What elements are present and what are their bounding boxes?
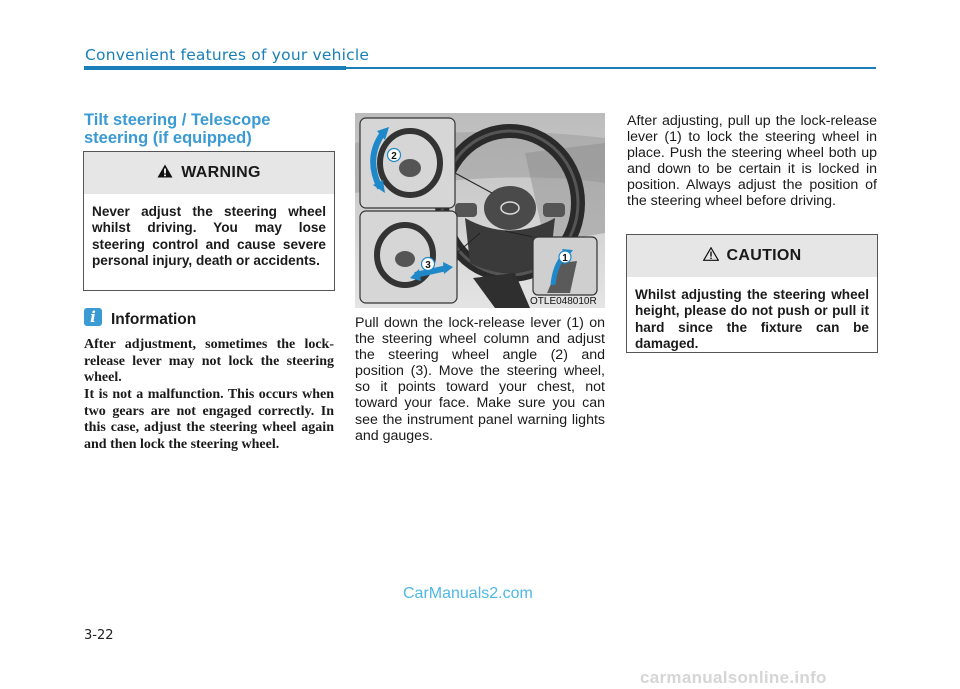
- callout-3: 3: [425, 260, 431, 271]
- warning-box: [83, 151, 335, 291]
- caution-label: CAUTION: [726, 247, 802, 264]
- page-number: 3-22: [84, 628, 114, 643]
- info-icon: i: [84, 308, 102, 326]
- header-rule: [84, 66, 346, 70]
- info-paragraph: It is not a malfunction. This occurs when two gears are not engaged correctly. In this case, adjust the steering wheel again and then lock the steering wheel.: [84, 387, 334, 453]
- body-paragraph-lock: After adjusting, pull up the lock-release lever (1) to lock the steering wheel in place. Push the steering wheel both up and down to be certain it is locked in position. Always adjust the position of the steering wheel before driving.: [627, 113, 877, 210]
- warning-text: Never adjust the steering wheel whilst driving. You may lose steering control and cause severe personal injury, death or accidents.: [92, 204, 326, 269]
- section-header: Convenient features of your vehicle: [85, 46, 370, 64]
- figure-caption: OTLE048010R: [530, 296, 597, 307]
- caution-text: Whilst adjusting the steering wheel height, please do not push or pull it hard since the fixture can be damaged.: [635, 287, 869, 352]
- info-paragraph: After adjustment, sometimes the lock-release lever may not lock the steering wheel.: [84, 337, 334, 386]
- callout-2: 2: [391, 151, 397, 162]
- caution-header: [627, 235, 877, 277]
- watermark-bottom: carmanualsonline.info: [640, 668, 827, 687]
- caution-box: [626, 234, 878, 353]
- info-title: Information: [111, 311, 197, 328]
- body-paragraph-adjust: Pull down the lock-release lever (1) on the steering wheel column and adjust the steering wheel angle (2) and position (3). Move the steering wheel, so it points toward your chest, not toward your face. Make sure you can see the instrument panel warning lights and gauges.: [355, 315, 605, 444]
- section-title: Tilt steering / Telescope steering (if equipped): [84, 111, 271, 147]
- header-rule-thin: [346, 67, 876, 69]
- steering-figure: [355, 113, 605, 308]
- warning-label: WARNING: [181, 164, 261, 181]
- warning-icon: [157, 164, 173, 183]
- warning-header: [84, 152, 334, 194]
- caution-icon: [703, 247, 719, 266]
- watermark-link[interactable]: CarManuals2.com: [403, 585, 533, 602]
- callout-1: 1: [562, 253, 568, 264]
